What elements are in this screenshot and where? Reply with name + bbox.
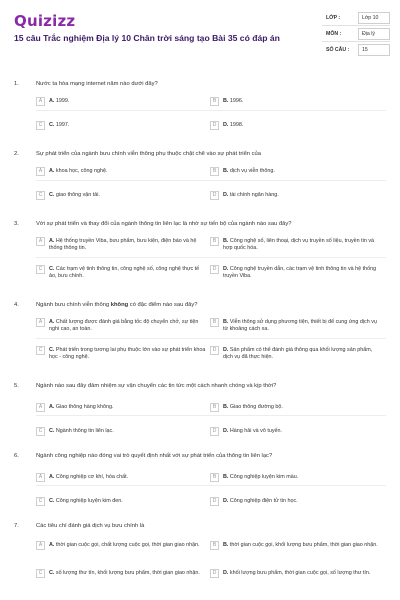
option-letter: B <box>210 318 219 327</box>
page-title: 15 câu Trắc nghiệm Địa lý 10 Chân trời sáng tạo Bài 35 có đáp án <box>14 33 280 43</box>
option-letter: D <box>210 427 219 436</box>
option-letter: B <box>210 541 219 550</box>
question-number: 3. <box>14 221 19 227</box>
meta-row-count <box>322 42 390 58</box>
option-b[interactable]: B B. thời gian cuộc gọi, khối lượng bưu phẩm, thời gian giao nhận. <box>210 542 380 550</box>
option-a[interactable]: A A. Công nghiệp cơ khí, hóa chất. <box>36 474 206 482</box>
option-letter: D <box>210 265 219 274</box>
divider <box>36 257 386 258</box>
option-b[interactable]: B B. Viễn thông sử dụng phương tiện, thiết bị để cung ứng dịch vụ từ khoảng cách xa. <box>210 319 380 333</box>
option-c[interactable]: C C. 1997. <box>36 122 206 130</box>
divider <box>36 180 386 181</box>
meta-value-class: Lớp 10 <box>358 12 390 24</box>
option-letter: A <box>36 167 45 176</box>
option-a[interactable]: A A. Hệ thống truyền Viba, bưu phẩm, bưu kiện, điện báo và hệ thống thông tin. <box>36 238 206 252</box>
option-c[interactable]: C C. Phát triển trong tương lai phụ thuộc lớn vào sự phát triển khoa học - công nghệ. <box>36 347 206 361</box>
option-c[interactable]: C C. giao thông vận tải. <box>36 192 206 200</box>
question-4 <box>14 301 386 360</box>
option-letter: A <box>36 403 45 412</box>
meta-key: SỐ CÂU : <box>326 47 350 53</box>
question-text: Ngành nào sau đây đảm nhiệm sự vận chuyển các tin tức một cách nhanh chóng và kịp thời? <box>36 383 277 389</box>
question-text: Các tiêu chí đánh giá dịch vụ bưu chính là <box>36 523 145 529</box>
divider <box>36 338 386 339</box>
question-number: 7. <box>14 523 19 529</box>
option-letter: A <box>36 541 45 550</box>
meta-key: LỚP : <box>326 14 341 21</box>
option-letter: A <box>36 318 45 327</box>
question-number: 5. <box>14 383 19 389</box>
option-b[interactable]: B B. 1996. <box>210 98 380 106</box>
divider <box>36 485 386 486</box>
option-letter: C <box>36 265 45 274</box>
option-d[interactable]: D D. 1998. <box>210 122 380 130</box>
question-text: Ngành công nghiệp nào đóng vai trò quyết định nhất với sự phát triển của thông tin liên lạc? <box>36 453 273 459</box>
option-c[interactable]: C C. Công nghiệp luyện kim đen. <box>36 498 206 506</box>
option-letter: C <box>36 121 45 130</box>
option-b[interactable]: B B. Giao thông đường bộ. <box>210 404 380 412</box>
quizizz-logo: Quizizz <box>14 12 76 30</box>
option-d[interactable]: D D. Công nghiệp điện tử tin học. <box>210 498 380 506</box>
option-letter: B <box>210 403 219 412</box>
option-letter: D <box>210 346 219 355</box>
option-letter: D <box>210 497 219 506</box>
option-letter: B <box>210 97 219 106</box>
question-number: 1. <box>14 81 19 87</box>
option-a[interactable]: A A. Giao thông hàng không. <box>36 404 206 412</box>
worksheet-header <box>0 0 400 70</box>
option-d[interactable]: D D. Sản phẩm có thể đánh giá thông qua khối lượng sản phẩm, dịch vụ đã thực hiện. <box>210 347 380 361</box>
question-1 <box>14 80 386 128</box>
option-d[interactable]: D D. Công nghệ truyền dẫn, các trạm vệ tinh thông tin và hệ thống truyền Viba. <box>210 266 380 280</box>
option-a[interactable]: A A. 1999. <box>36 98 206 106</box>
option-letter: C <box>36 497 45 506</box>
option-a[interactable]: A A. Chất lượng được đánh giá bằng tốc độ chuyển chở, sự tiện nghi cao, an toàn. <box>36 319 206 333</box>
question-text: Nước ta hòa mạng internet năm nào dưới đây? <box>36 81 158 87</box>
option-letter: D <box>210 191 219 200</box>
meta-row-subject <box>322 26 390 42</box>
option-b[interactable]: B B. dịch vụ viễn thông. <box>210 168 380 176</box>
question-2 <box>14 150 386 198</box>
option-letter: B <box>210 237 219 246</box>
option-a[interactable]: A A. khoa học, công nghệ. <box>36 168 206 176</box>
option-letter: A <box>36 237 45 246</box>
option-c[interactable]: C C. số lượng thư tín, khối lượng bưu phẩm, thời gian giao nhận. <box>36 570 206 578</box>
option-letter: C <box>36 427 45 436</box>
question-number: 4. <box>14 302 19 308</box>
option-d[interactable]: D D. khối lượng bưu phẩm, thời gian cuộc gọi, số lượng thư tín. <box>210 570 380 578</box>
option-letter: B <box>210 473 219 482</box>
option-d[interactable]: D D. tài chính ngân hàng. <box>210 192 380 200</box>
option-c[interactable]: C C. Ngành thông tin liên lạc. <box>36 428 206 436</box>
option-letter: B <box>210 167 219 176</box>
divider <box>36 110 386 111</box>
option-letter: D <box>210 121 219 130</box>
option-letter: A <box>36 473 45 482</box>
meta-value-count: 15 <box>358 44 390 56</box>
question-6 <box>14 452 386 504</box>
option-letter: C <box>36 569 45 578</box>
option-d[interactable]: D D. Hàng hải và vô tuyến. <box>210 428 380 436</box>
question-5 <box>14 382 386 434</box>
meta-row-class <box>322 10 390 26</box>
option-a[interactable]: A A. thời gian cuộc gọi, chất lượng cuộc gọi, thời gian giao nhận. <box>36 542 206 550</box>
option-b[interactable]: B B. Công nghiệp luyện kim màu. <box>210 474 380 482</box>
question-text: Sự phát triển của ngành bưu chính viễn thông phụ thuộc chặt chẽ vào sự phát triển của <box>36 151 261 157</box>
option-b[interactable]: B B. Công nghệ số, liên thoại, dịch vụ truyền số liệu, truyền tin và hợp quốc hóa. <box>210 238 380 252</box>
option-letter: D <box>210 569 219 578</box>
question-7 <box>14 522 386 576</box>
meta-value-subject: Địa lý <box>358 28 390 40</box>
option-letter: C <box>36 191 45 200</box>
meta-key: MÔN : <box>326 30 342 37</box>
question-text: Với sự phát triển và thay đổi của ngành thông tin liên lạc là nhờ sự tiến bộ của ngành nào sau đây? <box>36 221 292 227</box>
question-number: 2. <box>14 151 19 157</box>
option-letter: A <box>36 97 45 106</box>
divider <box>36 415 386 416</box>
question-number: 6. <box>14 453 19 459</box>
option-letter: C <box>36 346 45 355</box>
question-3 <box>14 220 386 279</box>
option-c[interactable]: C C. Các trạm vệ tinh thông tin, công nghệ số, công nghệ thực tế ảo, bưu chính. <box>36 266 206 280</box>
meta-box <box>322 10 390 58</box>
question-text: Ngành bưu chính viễn thông không có đặc điểm nào sau đây? <box>36 302 198 308</box>
